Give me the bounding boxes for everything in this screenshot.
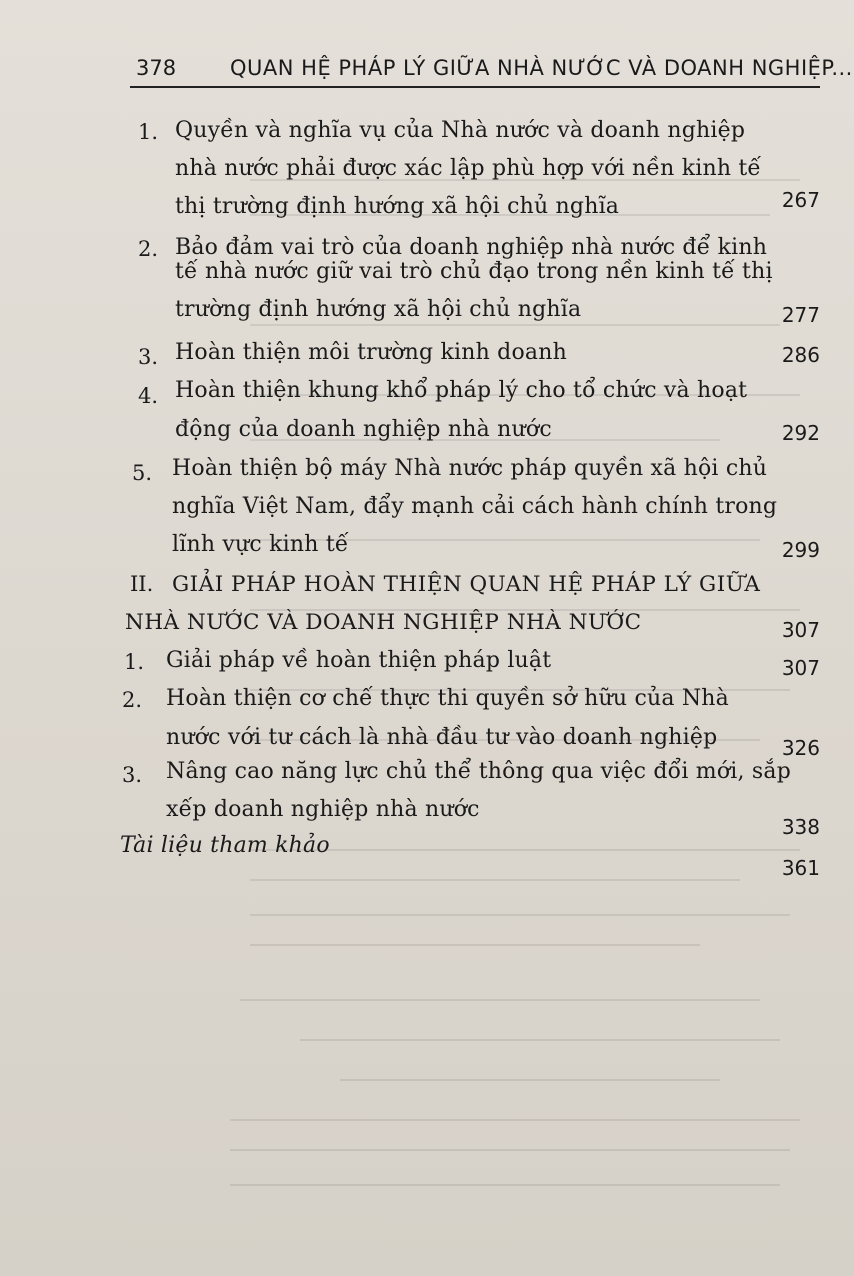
toc-entry-text: Hoàn thiện khung khổ pháp lý cho tổ chức và hoạt	[175, 378, 748, 403]
toc-entry-page: 267	[781, 188, 820, 212]
toc-section-number: II.	[130, 572, 154, 596]
toc-entry-text: thị trường định hướng xã hội chủ nghĩa	[175, 194, 620, 219]
toc-entry-text: lĩnh vực kinh tế	[172, 532, 349, 557]
toc-entry-number: 2.	[122, 688, 143, 712]
toc-entry-text: Hoàn thiện cơ chế thực thi quyền sở hữu của Nhà	[166, 686, 729, 711]
toc-entry-text: nước với tư cách là nhà đầu tư vào doanh nghiệp	[166, 725, 718, 750]
toc-entry-page: 277	[781, 303, 820, 327]
toc-entry-page: 299	[781, 538, 820, 562]
page-number: 378	[136, 56, 177, 80]
toc-entry-text: xếp doanh nghiệp nhà nước	[166, 797, 480, 822]
toc-entry-number: 3.	[138, 345, 159, 369]
toc-entry-page: 286	[781, 343, 820, 367]
toc-entry-text: Nâng cao năng lực chủ thể thông qua việc đổi mới, sắp	[166, 759, 791, 784]
toc-section-title: GIẢI PHÁP HOÀN THIỆN QUAN HỆ PHÁP LÝ GIỮA	[172, 572, 761, 597]
toc-entry-text: tế nhà nước giữ vai trò chủ đạo trong nền kinh tế thị	[175, 259, 773, 284]
running-header	[130, 50, 853, 88]
toc-entry-text: Hoàn thiện môi trường kinh doanh	[175, 340, 567, 365]
toc-entry-number: 3.	[122, 763, 143, 787]
toc-entry-page: 361	[781, 856, 820, 880]
toc-entry-text: Hoàn thiện bộ máy Nhà nước pháp quyền xã hội chủ	[172, 456, 768, 481]
toc-entry-text: Quyền và nghĩa vụ của Nhà nước và doanh nghiệp	[175, 118, 746, 143]
toc-entry-number: 1.	[124, 650, 145, 674]
toc-entry-page: 307	[781, 656, 820, 680]
toc-entry-text: Bảo đảm vai trò của doanh nghiệp nhà nước để kinh	[175, 235, 768, 260]
toc-entry-number: 5.	[132, 461, 153, 485]
toc-entry-number: 2.	[138, 237, 159, 261]
toc-entry-text: động của doanh nghiệp nhà nước	[175, 417, 552, 442]
toc-entry-page: 326	[781, 736, 820, 760]
toc-entry-page: 292	[781, 421, 820, 445]
toc-entry-page: 307	[781, 618, 820, 642]
toc-entry-number: 4.	[138, 384, 159, 408]
toc-section-title: NHÀ NƯỚC VÀ DOANH NGHIỆP NHÀ NƯỚC	[125, 610, 642, 635]
toc-entry-text: Giải pháp về hoàn thiện pháp luật	[166, 648, 552, 673]
toc-entry-text: nhà nước phải được xác lập phù hợp với nền kinh tế	[175, 156, 762, 181]
toc-entry-text: nghĩa Việt Nam, đẩy mạnh cải cách hành chính trong	[172, 494, 778, 519]
toc-entry-text: trường định hướng xã hội chủ nghĩa	[175, 297, 582, 322]
running-title: QUAN HỆ PHÁP LÝ GIỮA NHÀ NƯỚC VÀ DOANH NGHIỆP...	[230, 56, 853, 80]
toc-entry-page: 338	[781, 815, 820, 839]
toc-entry-number: 1.	[138, 120, 159, 144]
references-title: Tài liệu tham khảo	[120, 833, 330, 858]
